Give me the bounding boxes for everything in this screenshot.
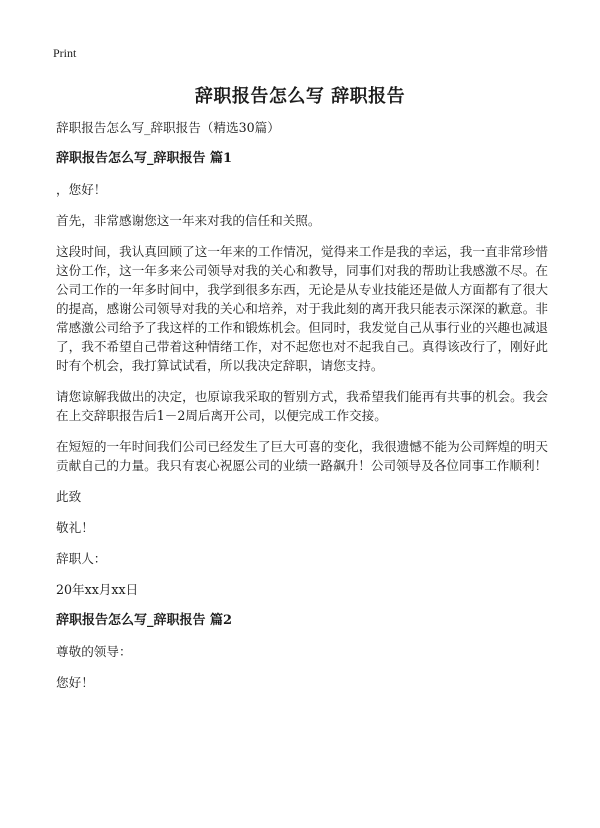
signer-line: 辞职人： [56,551,107,566]
salutation: 尊敬的领导： [56,644,132,659]
closing-line: 敬礼！ [56,520,94,535]
greeting: ，您好！ [56,182,107,197]
document-body [56,118,548,704]
print-link[interactable]: Print [53,46,77,60]
section-heading-2: 辞职报告怎么写_辞职报告 篇2 [56,613,233,628]
closing-line: 此致 [56,489,82,504]
paragraph: 首先，非常感谢您这一年来对我的信任和关照。 [56,213,321,228]
paragraph: 在短短的一年时间我们公司已经发生了巨大可喜的变化，我很遗憾不能为公司辉煌的明天贡献自己的力量。我只有衷心祝愿公司的业绩一路飙升！公司领导及各位同事工作顺利！ [56,439,548,473]
date-line: 20年xx月xx日 [56,582,139,597]
document-subtitle: 辞职报告怎么写_辞职报告（精选30篇） [56,120,280,135]
greeting: 您好！ [56,675,94,690]
document-title: 辞职报告怎么写 辞职报告 [194,86,406,107]
paragraph: 请您谅解我做出的决定，也原谅我采取的暂别方式，我希望我们能再有共事的机会。我会在上交辞职报告后1－2周后离开公司，以便完成工作交接。 [56,389,548,423]
paragraph: 这段时间，我认真回顾了这一年来的工作情况，觉得来工作是我的幸运，我一直非常珍惜这份工作，这一年多来公司领导对我的关心和教导，同事们对我的帮助让我感激不尽。在公司工作的一年多时间中，我学到很多东西，无论是从专业技能还是做人方面都有了很大的提高，感谢公司领导对我的关心和培养，对于我此刻的离开我只能表示深深的歉意。非常感激公司给予了我这样的工作和锻炼机会。但同时，我发觉自己从事行业的兴趣也减退了，我不希望自己带着这种情绪工作，对不起您也对不起我自己。真得该改行了，刚好此时有个机会，我打算试试看，所以我决定辞职，请您支持。 [56,244,548,373]
section-heading-1: 辞职报告怎么写_辞职报告 篇1 [56,151,233,166]
